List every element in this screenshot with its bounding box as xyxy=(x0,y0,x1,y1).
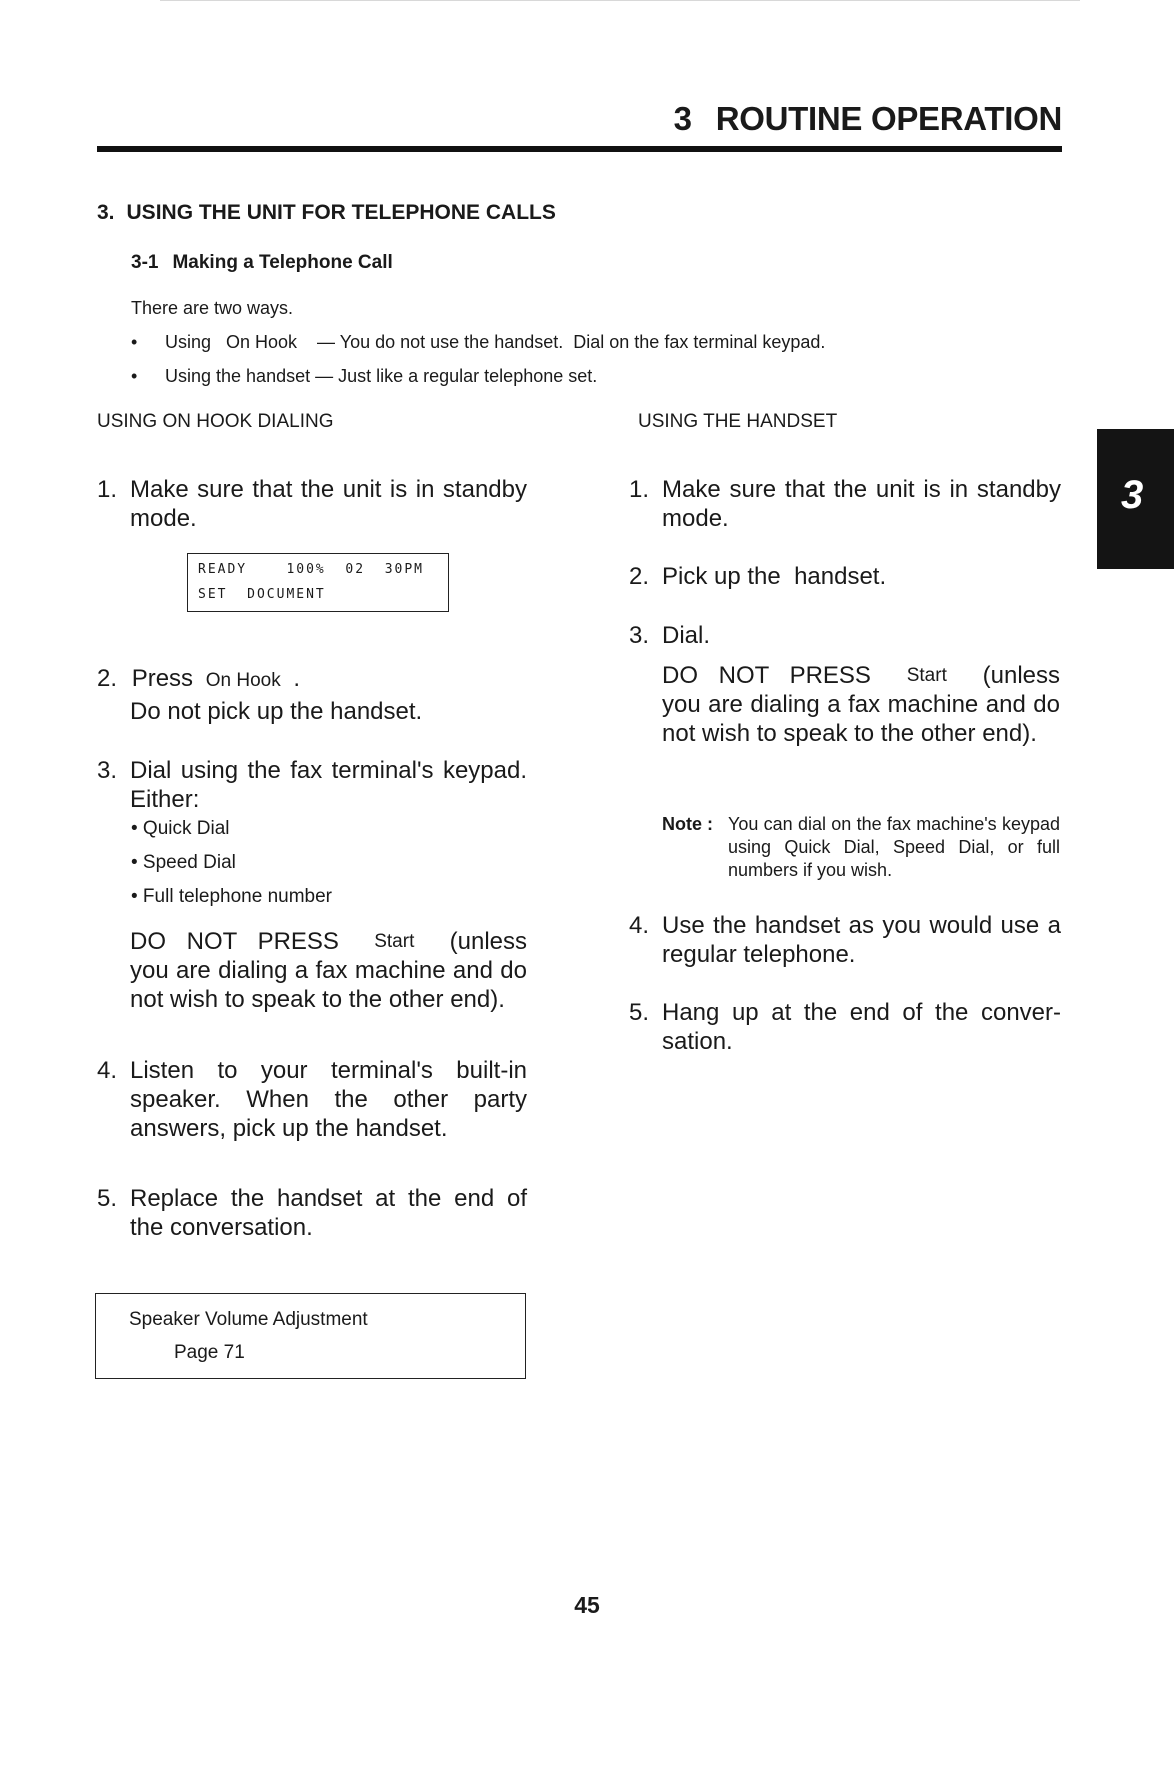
step-text: Pick up the handset. xyxy=(662,563,887,590)
step-text: Hang up at the end of the conver-sation. xyxy=(662,999,1061,1055)
step-text: Dial using the fax terminal's keypad. Either: xyxy=(130,757,527,813)
intro-bullet xyxy=(131,366,597,387)
subsection-heading xyxy=(131,252,393,274)
right-step-3 xyxy=(629,621,1061,651)
subsection-number: 3-1 xyxy=(131,252,159,273)
right-step-4 xyxy=(629,911,1061,971)
section-heading xyxy=(97,201,556,225)
step-number: 5. xyxy=(97,1185,118,1212)
on-hook-key-label: On Hook xyxy=(205,670,281,691)
intro-text: There are two ways. xyxy=(131,298,294,318)
section-title: USING THE UNIT FOR TELEPHONE CALLS xyxy=(126,201,556,224)
chapter-title xyxy=(674,100,1062,138)
right-step-5 xyxy=(629,998,1061,1058)
bullet-marker: • xyxy=(131,366,138,386)
left-step-4 xyxy=(97,1056,527,1146)
step-text: Listen to your terminal's built-in speaker. When the other party answers, pick up the handset. xyxy=(130,1057,527,1142)
note-text: You can dial on the fax machine's keypad using Quick Dial, Speed Dial, or full numbers if you wish. xyxy=(728,814,1060,880)
dial-option-item: • Speed Dial xyxy=(131,852,236,873)
intro-bullet xyxy=(131,332,825,353)
step-number: 1. xyxy=(97,476,118,503)
right-column-heading: USING THE HANDSET xyxy=(638,411,838,432)
top-edge-rule xyxy=(160,0,1080,1)
warning-text: DO NOT PRESS xyxy=(130,928,339,955)
lcd-display xyxy=(187,553,449,612)
left-warning-rest: you are dialing a fax machine and do not wish to speak to the other end). xyxy=(130,957,527,1013)
lcd-line-2: SET DOCUMENT xyxy=(198,587,326,602)
bullet-text: Using On Hook — You do not use the handset. Dial on the fax terminal keypad. xyxy=(165,332,826,352)
left-warning-first-line xyxy=(130,927,527,956)
step-text: Replace the handset at the end of the conversation. xyxy=(130,1185,527,1241)
right-step-2 xyxy=(629,562,1061,592)
left-step-2 xyxy=(97,664,300,695)
header-rule xyxy=(97,146,1062,152)
step-text: Make sure that the unit is in standby mode. xyxy=(130,476,527,532)
right-warning-rest: you are dialing a fax machine and do not wish to speak to the other end). xyxy=(662,691,1060,747)
left-column-heading: USING ON HOOK DIALING xyxy=(97,411,334,432)
reference-page: Page 71 xyxy=(174,1342,245,1363)
reference-box xyxy=(95,1293,526,1379)
dial-option-item: • Full telephone number xyxy=(131,886,332,907)
step-number: 2. xyxy=(629,563,650,590)
left-step-3 xyxy=(97,756,527,816)
left-step-1 xyxy=(97,475,527,535)
bullet-text: Using the handset — Just like a regular telephone set. xyxy=(165,366,598,386)
left-step-5 xyxy=(97,1184,527,1244)
subsection-title: Making a Telephone Call xyxy=(172,252,393,273)
chapter-tab-number: 3 xyxy=(1121,473,1144,517)
dial-option-item: • Quick Dial xyxy=(131,818,230,839)
page-number: 45 xyxy=(574,1592,600,1618)
right-step-1 xyxy=(629,475,1061,535)
step-text: Make sure that the unit is in standby mode. xyxy=(662,476,1061,532)
step-text: Dial. xyxy=(662,622,711,649)
chapter-title-text: ROUTINE OPERATION xyxy=(715,100,1062,137)
start-key-label: Start xyxy=(906,665,947,686)
step-text: Press xyxy=(131,665,194,692)
step-number: 2. xyxy=(97,665,118,692)
step-number: 4. xyxy=(97,1057,118,1084)
section-number: 3. xyxy=(97,201,115,224)
chapter-number: 3 xyxy=(673,100,692,137)
step-suffix: . xyxy=(293,665,301,692)
warning-text: (unless xyxy=(982,662,1060,689)
bullet-marker: • xyxy=(131,332,138,352)
step-number: 1. xyxy=(629,476,650,503)
note-block xyxy=(662,813,1060,882)
left-step-2-detail: Do not pick up the handset. xyxy=(130,698,423,725)
lcd-line-1: READY 100% 02 30PM xyxy=(198,562,425,577)
warning-text: DO NOT PRESS xyxy=(662,662,871,689)
step-number: 4. xyxy=(629,912,650,939)
warning-text: (unless xyxy=(449,928,527,955)
right-warning-first-line xyxy=(662,661,1060,690)
step-number: 5. xyxy=(629,999,650,1026)
step-text: Use the handset as you would use a regular telephone. xyxy=(662,912,1061,968)
note-label: Note : xyxy=(662,814,713,834)
reference-title: Speaker Volume Adjustment xyxy=(129,1309,368,1330)
step-number: 3. xyxy=(97,757,118,784)
step-number: 3. xyxy=(629,622,650,649)
start-key-label: Start xyxy=(374,931,415,952)
chapter-thumb-tab xyxy=(1097,429,1174,569)
